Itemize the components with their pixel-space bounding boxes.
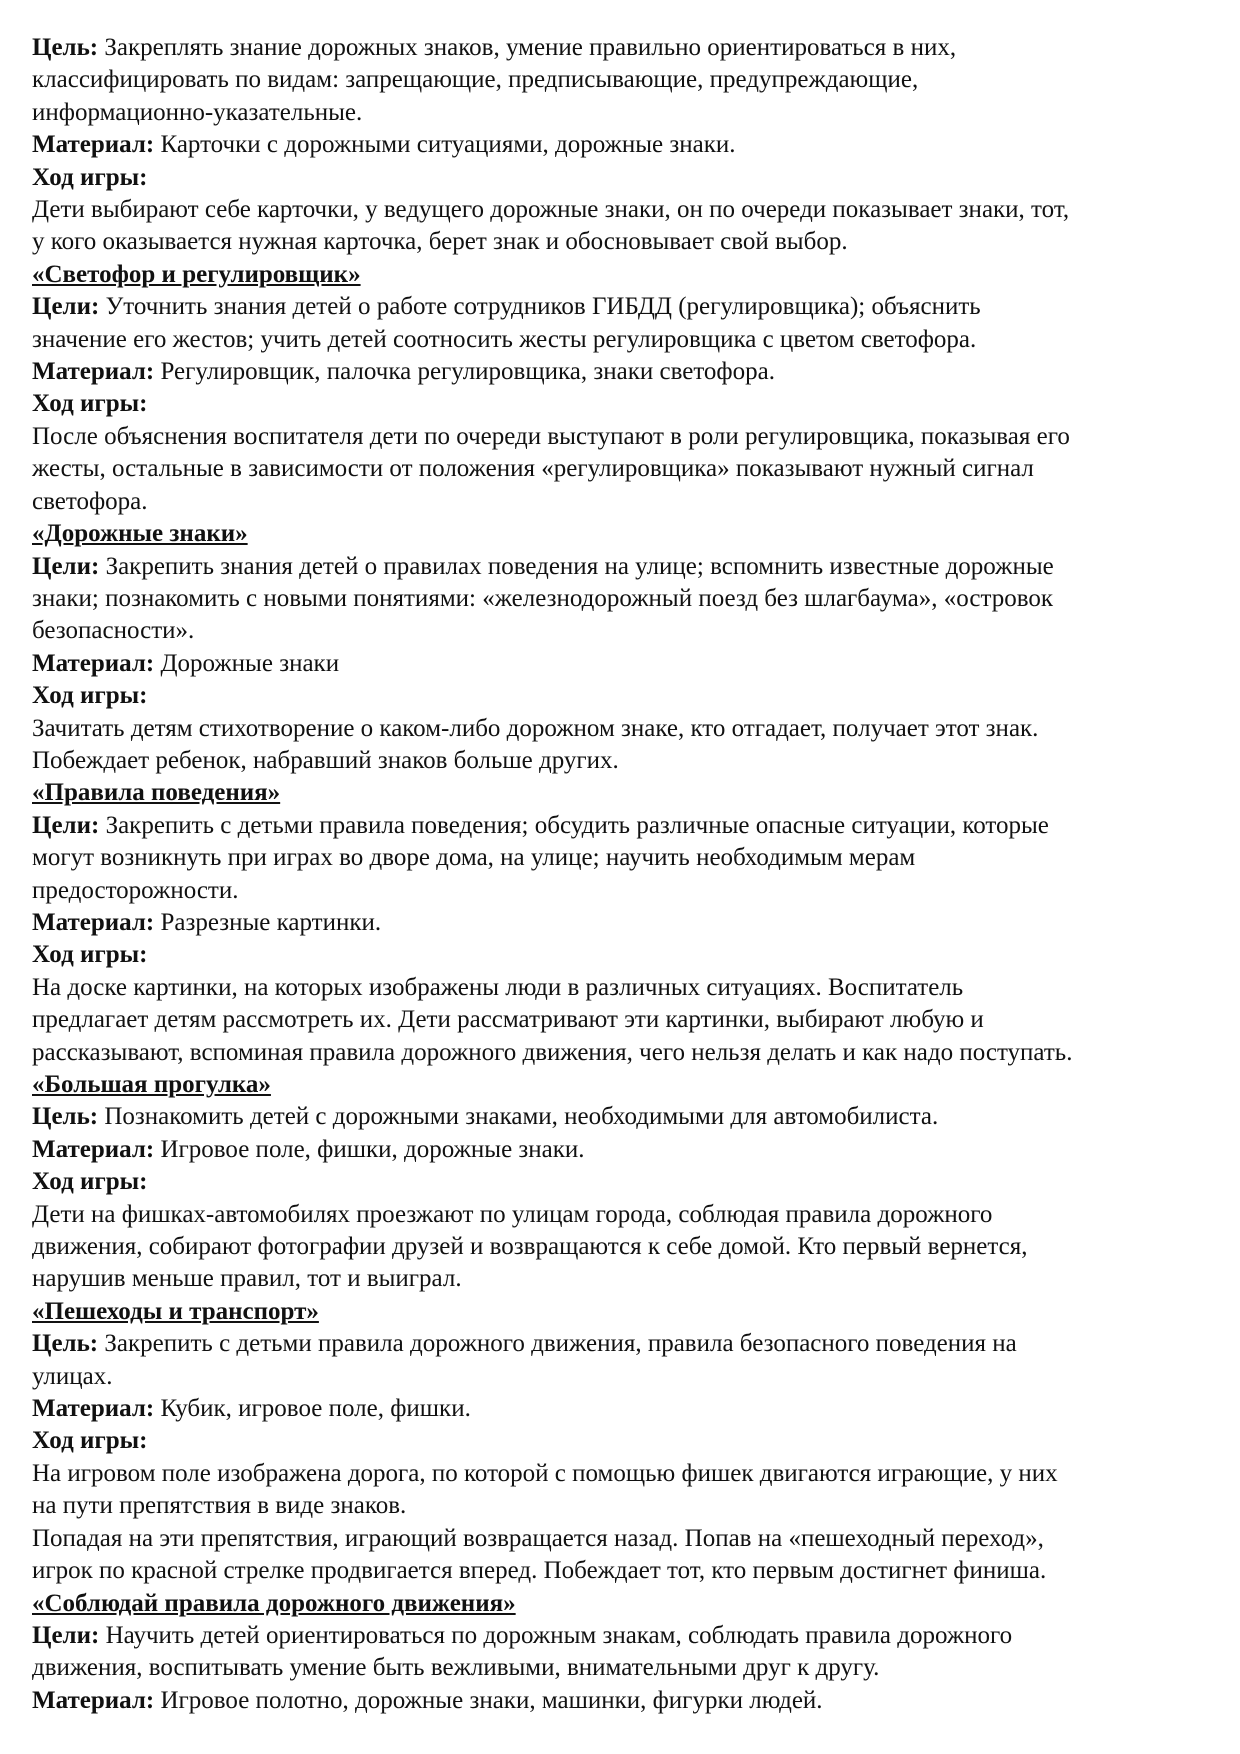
material-line <box>32 648 1200 680</box>
goal-text: безопасности». <box>32 617 195 645</box>
course-label: Ход игры: <box>32 682 148 710</box>
course-text: на пути препятствия в виде знаков. <box>32 1492 407 1520</box>
game-title: «Большая прогулка» <box>32 1071 271 1098</box>
course-text: После объяснения воспитателя дети по очереди выступают в роли регулировщика, показывая его <box>32 422 1070 450</box>
course-text: у кого оказывается нужная карточка, берет знак и обосновывает свой выбор. <box>32 228 848 256</box>
goal-text: Закрепить с детьми правила поведения; обсудить различные опасные ситуации, которые <box>99 811 1049 839</box>
goal-label: Цель: <box>32 34 99 61</box>
goal-text: Закрепить с детьми правила дорожного движения, правила безопасного поведения на <box>98 1330 1017 1358</box>
goal-line <box>32 810 1200 842</box>
material-text: Игровое поле, фишки, дорожные знаки. <box>154 1135 585 1163</box>
goal-label: Цели: <box>32 552 100 580</box>
course-text: Попадая на эти препятствия, играющий возвращается назад. Попав на «пешеходный переход», <box>32 1524 1044 1552</box>
goal-text: знаки; познакомить с новыми понятиями: «железнодорожный поезд без шлагбаума», «островок <box>32 584 1053 612</box>
game-title: «Правила поведения» <box>32 779 281 807</box>
goal-text: Познакомить детей с дорожными знаками, необходимыми для автомобилиста. <box>98 1103 939 1131</box>
goal-text: классифицировать по видам: запрещающие, предписывающие, предупреждающие, <box>32 66 919 94</box>
goal-label: Цели: <box>32 1621 100 1649</box>
goal-label: Цели: <box>32 811 100 839</box>
goal-label: Цель: <box>32 1330 99 1358</box>
material-line <box>32 129 1200 161</box>
course-text: игрок по красной стрелке продвигается вперед. Побеждает тот, кто первым достигнет финиша. <box>32 1557 1047 1585</box>
material-text: Разрезные картинки. <box>154 908 382 936</box>
game-title: «Дорожные знаки» <box>32 520 248 548</box>
course-label: Ход игры: <box>32 163 148 191</box>
course-text: светофора. <box>32 487 148 515</box>
material-line <box>32 1134 1200 1166</box>
game-title: «Светофор и регулировщик» <box>32 260 361 288</box>
material-text: Регулировщик, палочка регулировщика, знаки светофора. <box>154 358 775 386</box>
material-label: Материал: <box>32 649 155 677</box>
course-text: На игровом поле изображена дорога, по которой с помощью фишек двигаются играющие, у них <box>32 1459 1058 1487</box>
material-line <box>32 356 1200 388</box>
material-text: Игровое полотно, дорожные знаки, машинки, фигурки людей. <box>154 1686 823 1714</box>
material-text: Карточки с дорожными ситуациями, дорожные знаки. <box>154 131 736 159</box>
course-text: движения, собирают фотографии друзей и возвращаются к себе домой. Кто первый вернется, <box>32 1233 1028 1261</box>
goal-text: движения, воспитывать умение быть вежливыми, внимательными друг к другу. <box>32 1654 880 1682</box>
material-label: Материал: <box>32 358 155 386</box>
goal-text: информационно-указательные. <box>32 98 363 126</box>
goal-label: Цели: <box>32 293 100 321</box>
goal-label: Цель: <box>32 1103 99 1131</box>
goal-text: Уточнить знания детей о работе сотрудников ГИБДД (регулировщика); объяснить <box>99 293 981 321</box>
goal-line <box>32 291 1200 323</box>
material-label: Материал: <box>32 1135 155 1163</box>
course-text: Побеждает ребенок, набравший знаков больше других. <box>32 746 619 774</box>
goal-line <box>32 1101 1200 1133</box>
game-title: «Пешеходы и транспорт» <box>32 1297 319 1325</box>
course-text: На доске картинки, на которых изображены люди в различных ситуациях. Воспитатель <box>32 973 964 1001</box>
material-line <box>32 1393 1200 1425</box>
course-text: Зачитать детям стихотворение о каком-либо дорожном знаке, кто отгадает, получает этот знак. <box>32 714 1039 742</box>
goal-line <box>32 1620 1200 1652</box>
material-text: Дорожные знаки <box>154 649 340 677</box>
course-label: Ход игры: <box>32 941 148 969</box>
course-text: Дети на фишках-автомобилях проезжают по улицам города, соблюдая правила дорожного <box>32 1200 993 1228</box>
course-text: Дети выбирают себе карточки, у ведущего дорожные знаки, он по очереди показывает знаки, тот, <box>32 196 1070 224</box>
course-text: предлагает детям рассмотреть их. Дети рассматривают эти картинки, выбирают любую и <box>32 1006 984 1034</box>
course-text: нарушив меньше правил, тот и выиграл. <box>32 1265 462 1293</box>
course-label: Ход игры: <box>32 1427 148 1455</box>
course-label: Ход игры: <box>32 390 148 418</box>
goal-text: значение его жестов; учить детей соотносить жесты регулировщика с цветом светофора. <box>32 325 977 353</box>
material-line <box>32 907 1200 939</box>
goal-line <box>32 1328 1200 1360</box>
course-text: рассказывают, вспоминая правила дорожного движения, чего нельзя делать и как надо поступать. <box>32 1038 1073 1066</box>
goal-text: могут возникнуть при играх во дворе дома, на улице; научить необходимым мерам <box>32 844 916 872</box>
material-label: Материал: <box>32 131 155 159</box>
course-text: жесты, остальные в зависимости от положения «регулировщика» показывают нужный сигнал <box>32 455 1034 483</box>
material-label: Материал: <box>32 1395 155 1423</box>
goal-line <box>32 551 1200 583</box>
material-label: Материал: <box>32 908 155 936</box>
material-text: Кубик, игровое поле, фишки. <box>154 1395 471 1423</box>
game-title: «Соблюдай правила дорожного движения» <box>32 1589 516 1617</box>
course-label: Ход игры: <box>32 1168 148 1196</box>
goal-text: Закрепить знания детей о правилах поведения на улице; вспомнить известные дорожные <box>99 552 1054 580</box>
material-line <box>32 1685 1200 1717</box>
goal-text: предосторожности. <box>32 876 239 904</box>
goal-line <box>32 32 1200 64</box>
goal-text: Закреплять знание дорожных знаков, умение правильно ориентироваться в них, <box>98 34 957 61</box>
goal-text: Научить детей ориентироваться по дорожным знакам, соблюдать правила дорожного <box>99 1621 1013 1649</box>
material-label: Материал: <box>32 1686 155 1714</box>
goal-text: улицах. <box>32 1362 113 1390</box>
